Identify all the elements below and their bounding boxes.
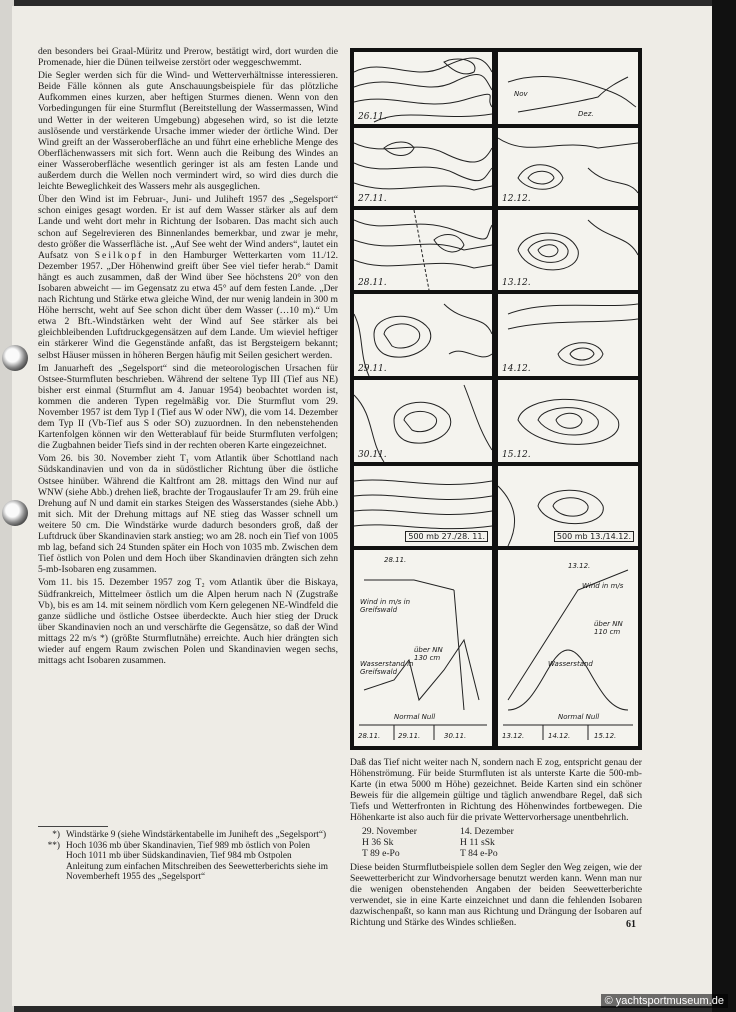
footnote-mark: **) xyxy=(47,840,60,851)
wx-cell: T 84 e-Po xyxy=(460,847,498,859)
graph-november xyxy=(354,550,492,746)
map-panel-500mb-dec xyxy=(498,466,638,546)
map-date: 27.11. xyxy=(358,194,387,204)
footnote-text: Windstärke 9 (siehe Windstärkentabelle im Juniheft des „Segelsport“) xyxy=(66,830,327,840)
wx-cell: H 36 Sk xyxy=(362,836,394,848)
map-date: 14.12. xyxy=(502,364,531,374)
map-panel-track xyxy=(498,52,638,124)
paragraph: Daß das Tief nicht weiter nach N, sondern nach E zog, entspricht genau der Höhenströmung. Für beide Sturmfluten ist als unterste Karte die 500-mb-Karte (in etwa 5000 m Höhe) gezeichnet. Beide Karten sind ein schöner Beweis für die allgemein gültige und täglich anwendbare Regel, daß sich Tiefs und Wetterfronten in Richtung des Höhenwindes fortbewegen. Die Höhenkarte ist also auch für die private Wettervorhersage unentbehrlich. xyxy=(350,757,642,824)
graph-date: 30.11. xyxy=(444,732,467,740)
map-label-500mb: 500 mb 27./28. 11. xyxy=(405,531,488,542)
footnote-text: Hoch 1011 mb über Südskandinavien, Tief 984 mb Ostpolen xyxy=(66,851,292,862)
map-date: 12.12. xyxy=(502,194,531,204)
map-panel-28-11 xyxy=(354,210,492,290)
graph-wind-label: Wind in m/s in Greifswald xyxy=(360,598,411,614)
footnote-rule xyxy=(38,826,108,827)
weather-map-figure xyxy=(350,48,642,750)
map-panel-29-11 xyxy=(354,294,492,376)
map-panel-26-11 xyxy=(354,52,492,124)
footnote xyxy=(38,830,338,841)
graph-null-label: Normal Null xyxy=(558,713,600,721)
map-panel-15-12 xyxy=(498,380,638,462)
track-label-dez: Dez. xyxy=(578,110,594,118)
map-panel-14-12 xyxy=(498,294,638,376)
wx-cell: H 11 sSk xyxy=(460,836,495,848)
footnote-text: Hoch 1036 mb über Skandinavien, Tief 989 mb östlich von Polen xyxy=(66,840,311,851)
right-column xyxy=(350,757,642,930)
map-date: 26.11. xyxy=(358,112,387,122)
paragraph xyxy=(38,194,338,360)
paragraph: den besonders bei Graal-Müritz und Prerow, bestätigt wird, dort wurden die Promenade, hier die Dünen teilweise zerstört oder weggeschwemmt. xyxy=(38,46,338,69)
graph-water-label: Wasserstand in Greifswald xyxy=(360,660,414,676)
graph-date-top: 28.11. xyxy=(384,556,407,564)
map-panel-12-12 xyxy=(498,128,638,206)
graph-date: 28.11. xyxy=(358,732,381,740)
wx-cell: 29. November xyxy=(362,825,417,837)
footnote-text: Anleitung zum einfachen Mitschreiben des Seewetterberichts siehe im Novemberheft 1955 des „Segelsport“ xyxy=(66,861,329,883)
left-column xyxy=(38,46,338,668)
wx-cell: 14. Dezember xyxy=(460,825,514,837)
paragraph: Vom 26. bis 30. November zieht T₁ vom Atlantik über Schottland nach Südskandinavien und von da in südöstlicher Richtung über die östliche Ostsee hinüber. Während die Kaltfront am 28. mittags den Wind nur auf WNW (siehe Abb.) drehen ließ, brachte der Trogauslaufer Tr am 29. früh eine Drehung auf N und damit ein starkes Steigen des Wasserstandes (siehe Abb.) mit sich. Mit der Drehung mittags auf NE stieg das Wasser schnell um weitere 50 cm. Die Windstärke wurde dadurch besonders groß, daß der Luftdruck über Skandinavien stark anstieg; wo am 28. noch ein Tief von 1005 mb lag, befand sich 24 Stunden später ein Hoch von 1035 mb. Zwischen dem Tief östlich von Polen und dem Hoch über Skandinavien drängten sich zehn 5-mb-Isobaren eng zusammen. xyxy=(38,453,338,576)
binder-ring xyxy=(2,345,28,371)
footnote-mark xyxy=(38,851,66,862)
map-date: 13.12. xyxy=(502,278,531,288)
map-label-500mb: 500 mb 13./14.12. xyxy=(554,531,634,542)
map-date: 28.11. xyxy=(358,278,387,288)
track-lines xyxy=(498,52,638,124)
map-panel-500mb-nov xyxy=(354,466,492,546)
footnote-mark: *) xyxy=(52,830,60,840)
graph-december xyxy=(498,550,638,746)
track-label-nov: Nov xyxy=(514,90,528,98)
map-panel-30-11 xyxy=(354,380,492,462)
graph-null-label: Normal Null xyxy=(394,713,436,721)
graph-water-label: Wasserstand xyxy=(548,660,593,668)
footnote xyxy=(38,841,338,852)
map-panel-13-12 xyxy=(498,210,638,290)
map-date: 15.12. xyxy=(502,450,531,460)
graph-date: 14.12. xyxy=(548,732,571,740)
graph-wind-label: Wind in m/s xyxy=(582,582,624,590)
weather-report-table xyxy=(362,826,642,859)
graph-nn-label: über NN 110 cm xyxy=(594,620,623,636)
footnotes xyxy=(38,826,338,883)
graph-date: 15.12. xyxy=(594,732,617,740)
footnote xyxy=(38,862,338,883)
paragraph: Im Januarheft des „Segelsport“ sind die meteorologischen Ursachen für Ostsee-Sturmfluten beschrieben. Während der seltene Typ III (Tief aus NE) bisher erst einmal (Sturmflut am 4. Januar 1954) beobachtet worden ist, kommen die anderen Typen regelmäßig vor. Die Sturmflut vom 29. November 1957 ist dem Typ I (Tief aus W oder NW), die vom 14. Dezember dem Typ II (Vb-Tief aus S oder SO) zuzuordnen. In den nebenstehenden Kartenfolgen können wir den Wetterablauf für beide Sturmfluten verfolgen; die Zugbahnen beider Tiefs sind in der rechten oberen Karte eingezeichnet. xyxy=(38,362,338,452)
paragraph: Vom 11. bis 15. Dezember 1957 zog T₂ vom Atlantik über die Biskaya, Südfrankreich, Mittelmeer östlich um die Alpen herum nach N (Zugstraße Vb), bis es am 14. mit seinem nördlich vom Kern gelegenen NE-Windfeld die ganze südliche und östliche Ostsee überdeckte. Auch hier stieg der Druck über Skandinavien noch an und verschärfte die Gegensätze, so daß der Wind mittags 22 m/s *) (größte Sturmflutnähe) erreichte. Auch hier drängten sich wieder auf engem Raum zwischen Polen und Skandinavien wegen sechs, mittags acht Isobaren zusammen. xyxy=(38,577,338,667)
graph-date-top: 13.12. xyxy=(568,562,591,570)
map-date: 30.11. xyxy=(358,450,387,460)
credit-watermark: © yachtsportmuseum.de xyxy=(601,994,728,1008)
graph-date: 29.11. xyxy=(398,732,421,740)
author-name: Seilkopf xyxy=(94,249,144,261)
map-panel-27-11 xyxy=(354,128,492,206)
map-date: 29.11. xyxy=(358,364,387,374)
footnote-mark xyxy=(38,862,66,883)
graph-date: 13.12. xyxy=(502,732,525,740)
text-run: Über den Wind ist im Februar-, Juni- und Juliheft 1957 des „Segelsport“ schon einiges gesagt worden. Er ist auf dem Wasser stärker als auf dem Lande und weht dort mehr in Richtung der Isobaren. Das macht sich auch schon auf Segelrevieren des Binnenlandes bemerkbar, und zwar je mehr, desto größer die Wasserfläche ist. „Auf See weht der Wind anders“, lautet ein Aufsatz von xyxy=(38,194,338,261)
page-number: 61 xyxy=(626,919,636,930)
paragraph: Die Segler werden sich für die Wind- und Wetterverhältnisse interessieren. Beide Fälle können als gute Anschauungsbeispiele für das plötzliche Aufkommen eines kurzen, aber heftigen Sturmes dienen. Wenn von den Vorbedingungen für eine Sturmflut (Bereitstellung der Wassermassen, Wind und Wetter in der weiteren Umgebung) abgesehen wird, so ist die letzte auslösende und verstärkende Ursache immer wieder der örtliche Wind. Der Wind greift an der Wasseroberfläche an und führt eine erhebliche Menge des Oberflächenwassers mit sich fort. Wenn auch die Reibung des Windes an einer Wasseroberfläche wesentlich geringer ist als am festen Lande und außerdem durch die Wellen noch vermindert wird, so wird dies durch die leichte Beweglichkeit des Wassers mehr als ausgeglichen. xyxy=(38,70,338,193)
paragraph: Diese beiden Sturmflutbeispiele sollen dem Segler den Weg zeigen, wie der Seewetterbericht zur Windvorhersage benutzt werden kann. Wenn man nur die wenigen obenstehenden Angaben der beiden Seewetterberichte verwendet, sie in eine Karte einzeichnet und dann die fehlenden Isobaren dazwischenpaßt, so kann man aus Richtung und Drängung der Isobaren auf Richtung und Stärke des Windes schließen. xyxy=(350,861,642,929)
right-dark-strip xyxy=(712,0,736,1012)
graph-nn-label: über NN 130 cm xyxy=(414,646,443,662)
wx-cell: T 89 e-Po xyxy=(362,847,400,859)
binder-ring xyxy=(2,500,28,526)
footnote xyxy=(38,851,338,862)
text-run: in den Hamburger Wetterkarten vom 11./12. Dezember 1957. „Der Höhenwind greift über See viel tiefer herab.“ Damit hängt es auch zusammen, daß der Wind über See höchstens 20° von den Isobaren abweicht — im Gegensatz zu etwa 45° auf dem festen Lande. „Der nach Richtung und Stärke etwa gleiche Wind, der nur wenig landein in 300 m Höhe herrscht, weht auf See schon dicht über dem Wasser (…10 m).“ Um etwa 2 Bft.-Windstärken weht der Wind auf See stärker als bei gleichbleibenden Luftdruckgegensätzen auf dem Lande. Um wieviel heftiger ein stärkerer Wind die Gegenstände anfaßt, das ist Bergsteigern bekannt; selbst Häuser müssen in höheren Bergen häufig mit Seilen gesichert werden. xyxy=(38,249,338,361)
